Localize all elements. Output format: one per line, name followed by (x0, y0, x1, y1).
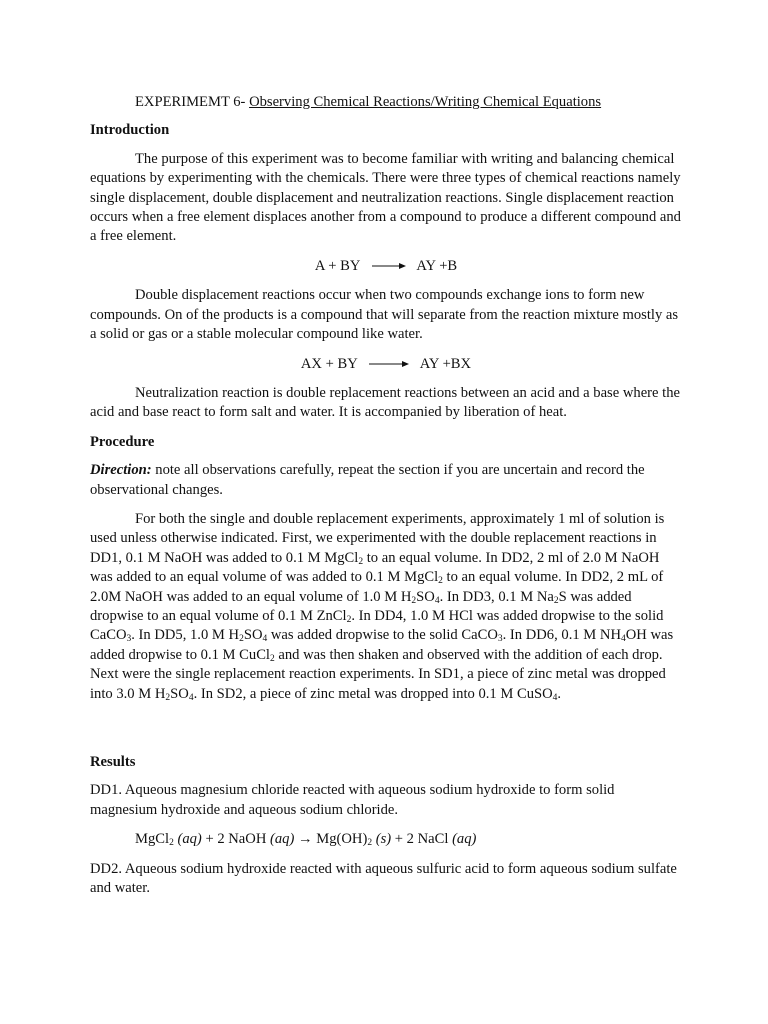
equation-text: → (294, 831, 317, 848)
procedure-text: S was added dropwise to an equal volume of 0.1 M ZnCl (90, 588, 632, 625)
state-label: (aq) (452, 831, 477, 848)
equation-2-right: AY +BX (419, 355, 472, 372)
procedure-text: SO (416, 588, 435, 605)
introduction-paragraph-1: The purpose of this experiment was to become familiar with writing and balancing chemical equations by experimenting with the chemicals. There were three types of chemical reactions namely single displacement, double displacement and neutralization reactions. Single displacement reaction occurs when a free element displaces another from a compound to produce a different compound and a free element. (90, 150, 681, 245)
state-label: (aq) (177, 831, 202, 848)
procedure-text: and was then shaken and observed with the addition of each drop. Next were the single replacement reaction experiments. In SD1, a piece of zinc metal was dropped into 3.0 M H (90, 646, 666, 702)
subscript: 3 (497, 634, 503, 645)
introduction-paragraph-2: Double displacement reactions occur when two compounds exchange ions to form new compounds. On of the products is a compound that will separate from the reaction mixture mostly as a solid or gas or a stable molecular compound like water. (90, 287, 679, 343)
subscript: 2 (553, 595, 559, 606)
procedure-text: SO (243, 627, 263, 644)
procedure-text: to an equal volume. In DD2, 2 mL of 2.0M NaOH was added to an equal volume of 1.0 M H (90, 569, 664, 605)
procedure-text: was added dropwise to the solid CaCO (267, 627, 498, 644)
equation-double-displacement (90, 355, 682, 374)
procedure-text: . In DD6, 0.1 M NH (502, 627, 621, 644)
subscript: 4 (188, 692, 194, 703)
introduction-heading: Introduction (90, 122, 170, 139)
subscript: 2 (346, 615, 352, 626)
results-heading: Results (90, 754, 136, 771)
results-dd2: DD2. Aqueous sodium hydroxide reacted with aqueous sulfuric acid to form aqueous sodium sulfate and water. (90, 860, 677, 897)
procedure-direction (90, 461, 682, 500)
procedure-text: . (557, 685, 562, 702)
procedure-text: OH was added dropwise to 0.1 M CuCl (90, 627, 674, 663)
equation-text: Mg(OH) (316, 831, 368, 848)
procedure-paragraph (90, 510, 682, 704)
document-body (90, 93, 682, 909)
subscript: 2 (165, 692, 171, 703)
subscript: 2 (411, 595, 417, 606)
state-label: (aq) (270, 831, 295, 848)
procedure-text: . In DD3, 0.1 M Na (439, 588, 554, 605)
subscript: 4 (262, 634, 268, 645)
procedure-text: . In SD2, a piece of zinc metal was dropped into 0.1 M CuSO (193, 685, 553, 702)
title-prefix: EXPERIMEMT 6- (135, 94, 250, 110)
results-dd1-equation (90, 830, 682, 849)
procedure-text: . In DD4, 1.0 M HCl was added dropwise to the solid CaCO (90, 608, 664, 644)
subscript: 3 (126, 634, 132, 645)
introduction-paragraph-3: Neutralization reaction is double replacement reactions between an acid and a base where the acid and base react to form salt and water. It is accompanied by liberation of heat. (90, 384, 680, 421)
procedure-heading: Procedure (90, 433, 155, 450)
subscript: 2 (367, 838, 373, 849)
arrow-icon (369, 355, 409, 374)
state-label: (s) (375, 831, 392, 848)
subscript: 2 (169, 838, 174, 849)
document-title (90, 93, 682, 112)
subscript: 2 (239, 634, 244, 645)
equation-1-right: AY +B (416, 257, 458, 274)
subscript: 2 (269, 653, 275, 664)
arrow-icon (372, 257, 406, 276)
procedure-text: SO (170, 685, 189, 702)
direction-text: note all observations carefully, repeat the section if you are uncertain and record the observational changes. (90, 462, 645, 498)
direction-label: Direction: (90, 462, 152, 479)
subscript: 4 (621, 634, 626, 645)
procedure-text: . In DD5, 1.0 M H (131, 627, 240, 644)
equation-text: MgCl (135, 831, 170, 848)
subscript: 4 (434, 595, 440, 606)
equation-2-left: AX + BY (300, 355, 358, 372)
subscript: 4 (552, 692, 558, 703)
title-subtitle: Observing Chemical Reactions/Writing Chemical Equations (249, 94, 602, 110)
equation-text: + 2 NaCl (391, 831, 453, 848)
subscript: 2 (358, 556, 364, 567)
subscript: 2 (438, 576, 443, 587)
equation-text: + 2 NaOH (201, 831, 271, 848)
procedure-text: For both the single and double replacement experiments, approximately 1 ml of solution is used unless otherwise indicated. First, we experimented with the double replacement reactions in DD1, 0.1 M NaOH was added to 0.1 M MgCl (90, 511, 665, 566)
procedure-text: to an equal volume. In DD2, 2 ml of 2.0 M NaOH was added to an equal volume of was added to 0.1 M MgCl (90, 549, 660, 586)
results-dd1: DD1. Aqueous magnesium chloride reacted with aqueous sodium hydroxide to form solid magnesium hydroxide and aqueous sodium chloride. (90, 782, 615, 818)
equation-1-left: A + BY (314, 257, 360, 274)
equation-single-displacement (90, 257, 682, 276)
